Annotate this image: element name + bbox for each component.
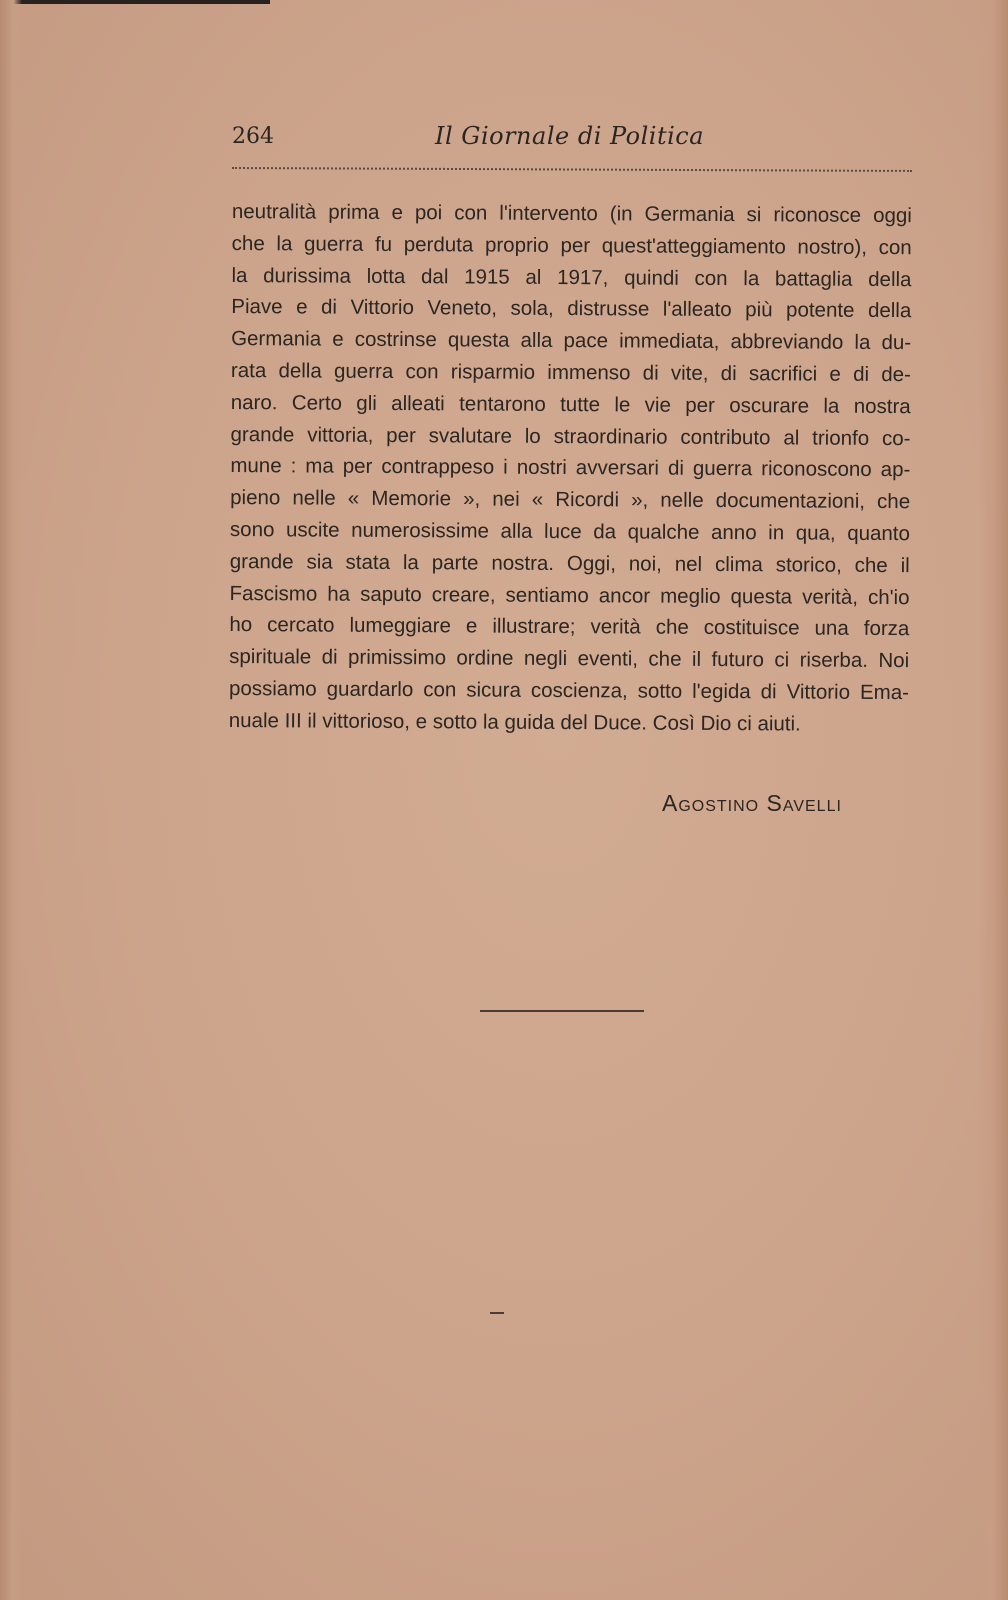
text-line: pieno nelle « Memorie », nei « Ricordi », nelle documentazioni, che (230, 486, 911, 514)
scan-left-edge (0, 0, 22, 1600)
text-line: spirituale di primissimo ordine negli eventi, che il futuro ci riserba. Noi (229, 645, 910, 673)
text-line: che la guerra fu perduta proprio per quest'atteggiamento nostro), con (231, 231, 912, 259)
text-line: Piave e di Vittorio Veneto, sola, distrusse l'alleato più potente della (231, 295, 912, 323)
page-number: 264 (232, 124, 274, 149)
text-line: grande sia stata la parte nostra. Oggi, noi, nel clima storico, che il (229, 549, 910, 577)
text-line: nuale III il vittorioso, e sotto la guida del Duce. Così Dio ci aiuti. (228, 708, 801, 736)
text-line: grande vittoria, per svalutare lo straordinario contributo al trionfo co- (230, 422, 911, 450)
text-line: la durissima lotta dal 1915 al 1917, quindi con la battaglia della (231, 263, 912, 291)
text-line: sono uscite numerosissime alla luce da qualche anno in qua, quanto (229, 517, 911, 546)
scan-top-edge (0, 0, 270, 4)
text-line: mune : ma per contrappeso i nostri avversari di guerra riconoscono ap- (230, 454, 911, 482)
text-line: Fascismo ha saputo creare, sentiamo ancor meglio questa verità, ch'io (229, 581, 910, 609)
scan-right-edge (978, 0, 1008, 1600)
text-line: possiamo guardarlo con sicura coscienza, sotto l'egida di Vittorio Ema- (228, 676, 910, 705)
article-body (229, 196, 912, 741)
text-line: naro. Certo gli alleati tentarono tutte le vie per oscurare la nostra (230, 390, 911, 418)
print-speck (490, 1312, 504, 1314)
end-of-article-rule (480, 1010, 644, 1012)
running-header (232, 120, 912, 156)
text-line: Germania e costrinse questa alla pace immediata, abbreviando la du- (231, 327, 912, 355)
author-signature: Agostino Savelli (662, 790, 842, 816)
header-dotted-rule (232, 167, 912, 172)
text-line: rata della guerra con risparmio immenso di vite, di sacrifici e di de- (230, 358, 911, 387)
journal-title: Il Giornale di Politica (435, 122, 705, 150)
text-line: neutralità prima e poi con l'intervento (in Germania si riconosce oggi (231, 199, 912, 228)
text-line: ho cercato lumeggiare e illustrare; verità che costituisce una forza (229, 613, 910, 641)
